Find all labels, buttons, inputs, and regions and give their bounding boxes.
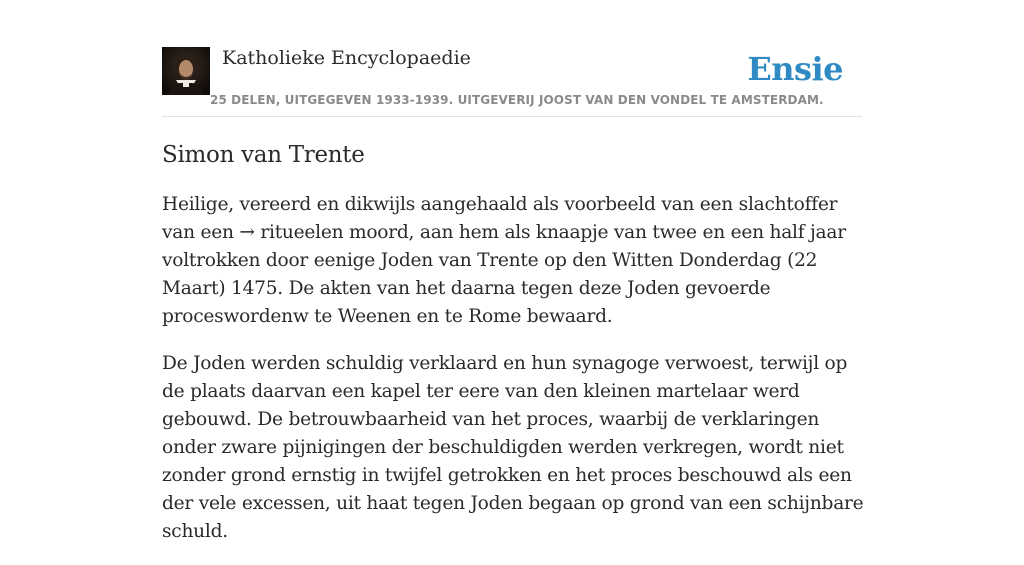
publication-header xyxy=(162,46,862,117)
article-title: Simon van Trente xyxy=(162,142,365,168)
article-paragraph-1: Heilige, vereerd en dikwijls aangehaald als voorbeeld van een slachtoffer van een → ritueelen moord, aan hem als knaapje van twee en een half jaar voltrokken door eenige Joden van Trente op den Witten Donderdag (22 Maart) 1475. De akten van het daarna tegen deze Joden gevoerde proceswordenw te Weenen en te Rome bewaard. xyxy=(162,194,846,327)
publication-avatar[interactable] xyxy=(162,47,210,95)
article-paragraph-2: De Joden werden schuldig verklaard en hun synagoge verwoest, terwijl op de plaats daarvan een kapel ter eere van den kleinen martelaar werd gebouwd. De betrouwbaarheid van het proces, waarbij de verklaringen onder zware pijnigingen der beschuldigden werden verkregen, wordt niet zonder grond ernstig in twijfel getrokken en het proces beschouwd als een der vele excessen, uit haat tegen Joden begaan op grond van een schijnbare schuld. xyxy=(162,353,864,542)
portrait-image xyxy=(162,47,210,95)
article xyxy=(162,139,868,565)
publication-title[interactable]: Katholieke Encyclopaedie xyxy=(222,47,471,69)
publication-subtitle: 25 DELEN, UITGEGEVEN 1933-1939. UITGEVERIJ JOOST VAN DEN VONDEL TE AMSTERDAM. xyxy=(210,93,824,107)
ensie-logo[interactable]: Ensie xyxy=(747,50,843,88)
